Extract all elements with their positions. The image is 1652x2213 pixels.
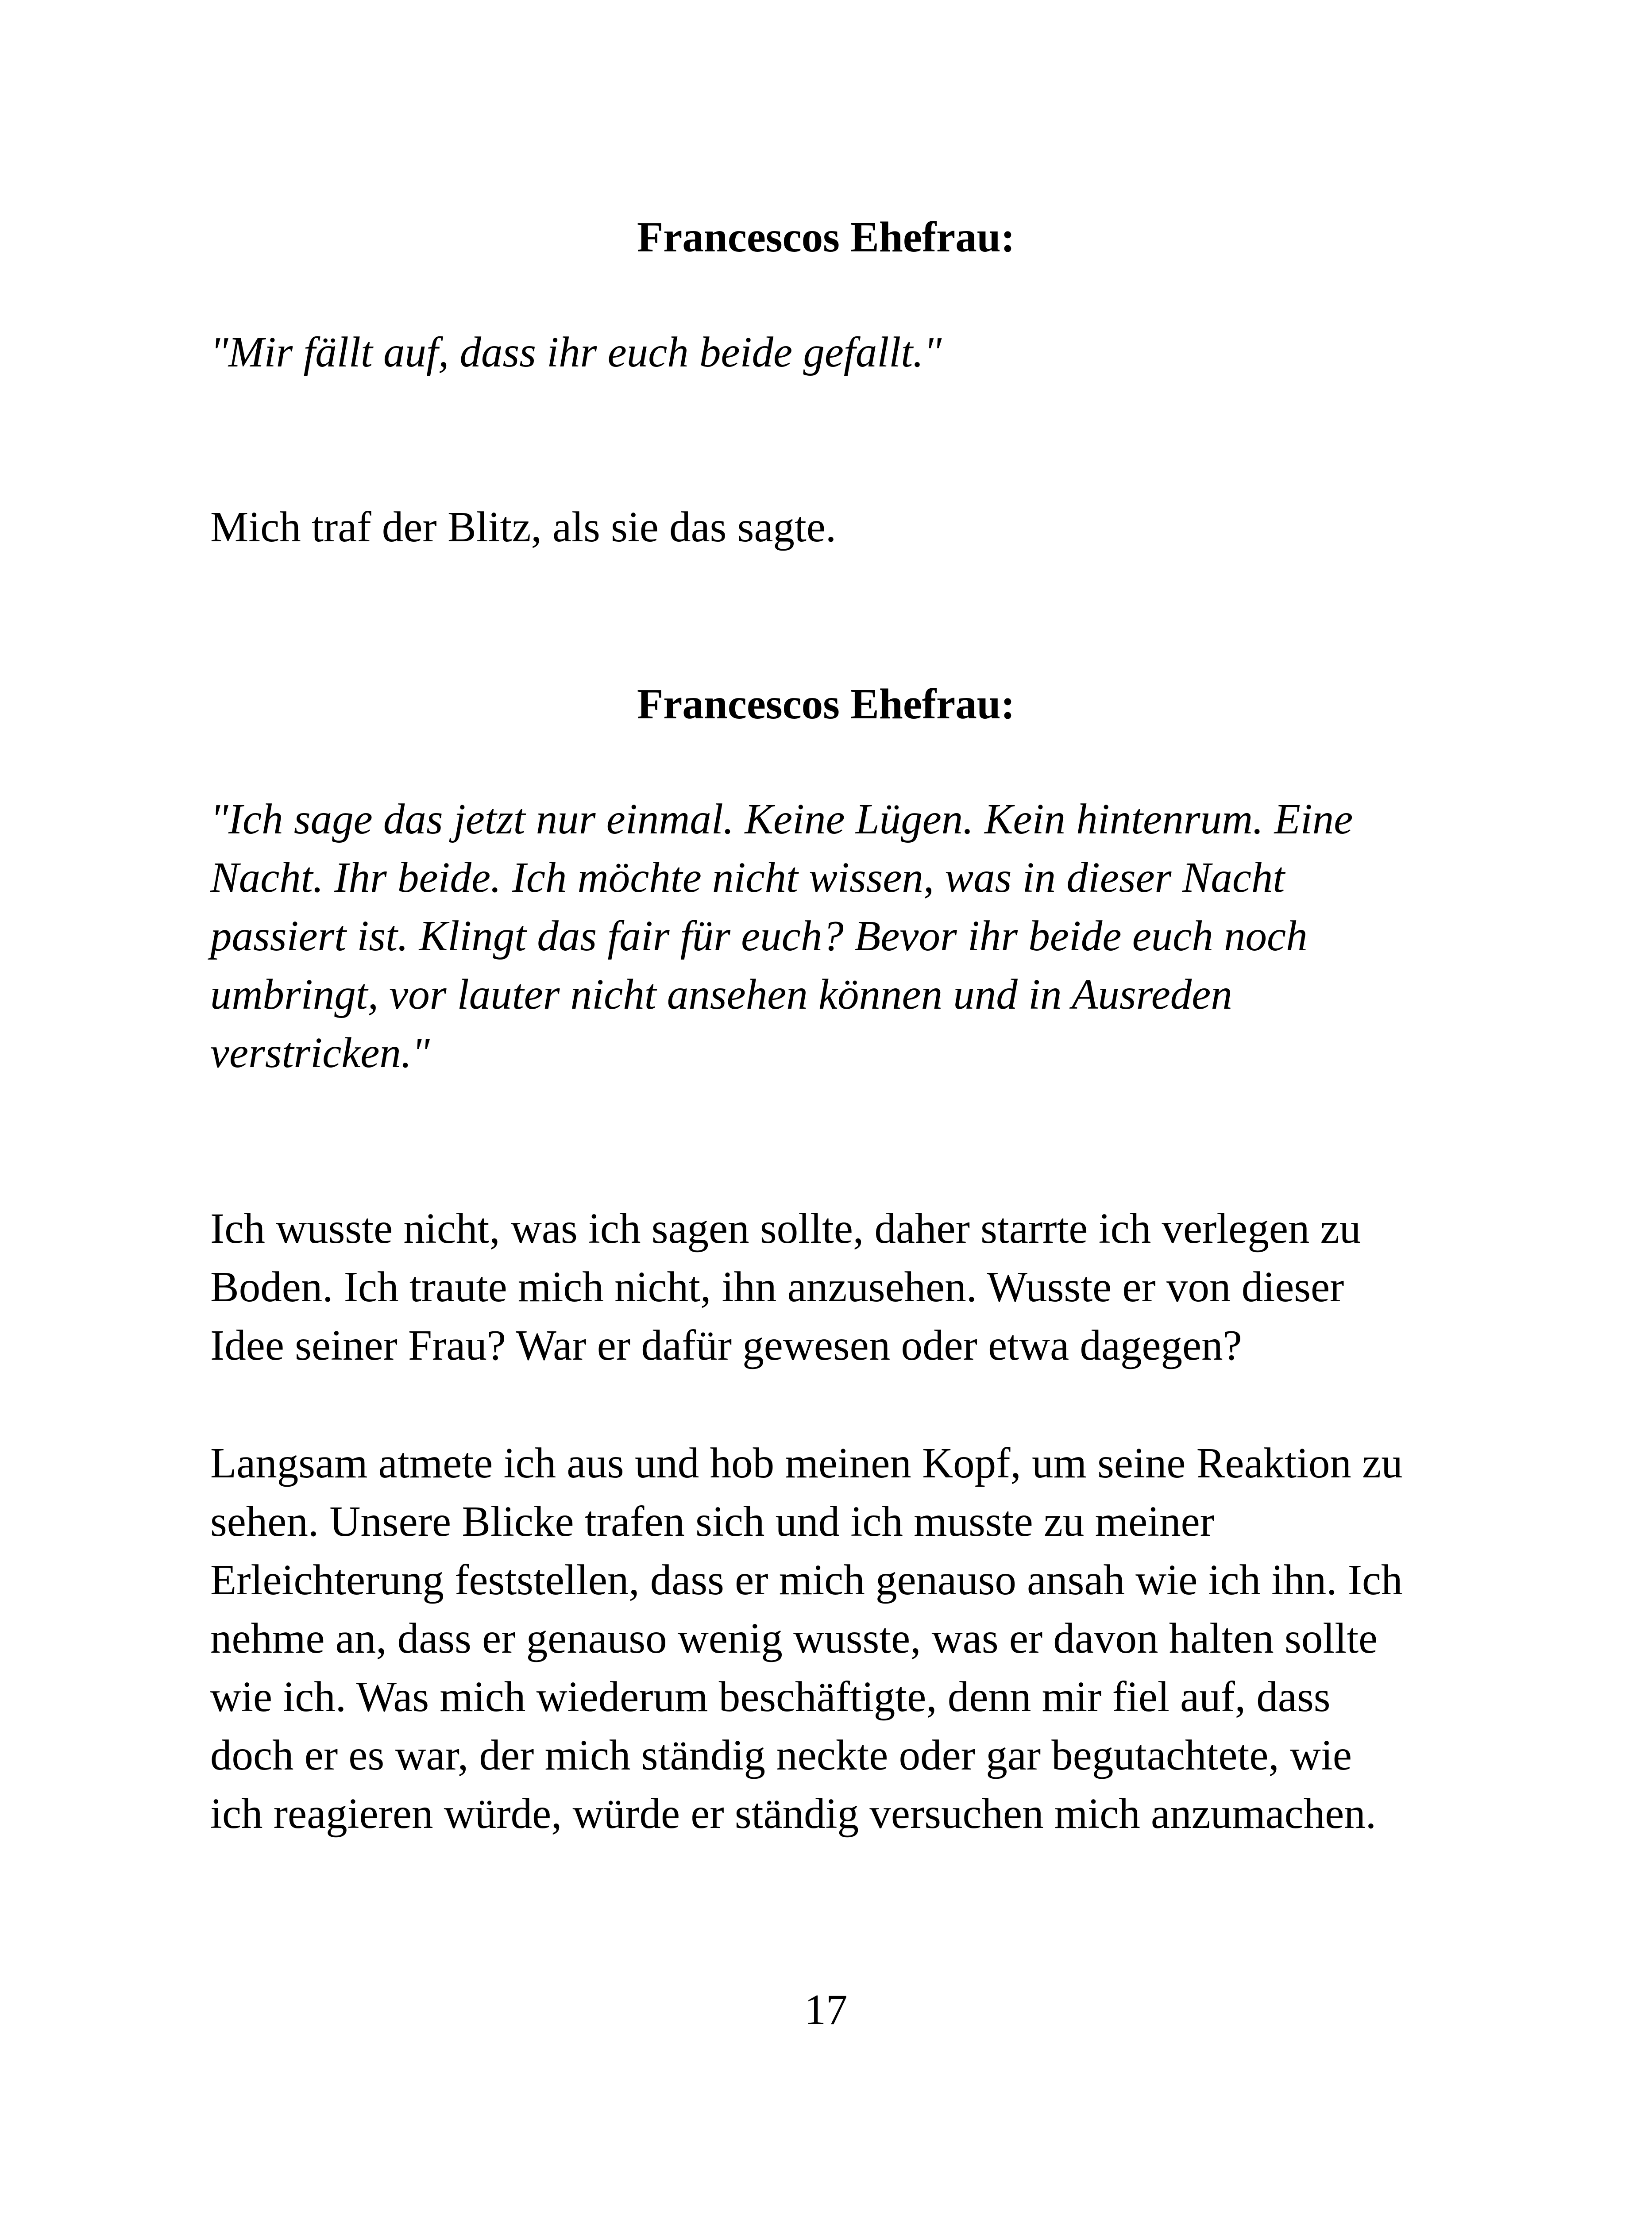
quote-2-line: Nacht. Ihr beide. Ich möchte nicht wissen, was in dieser Nacht [210, 854, 1285, 901]
narration-2-line: Ich wusste nicht, was ich sagen sollte, daher starrte ich verlegen zu [210, 1205, 1361, 1252]
speaker-heading-1: Francescos Ehefrau: [637, 213, 1015, 261]
narration-1 [210, 498, 1494, 556]
quote-2-line: umbringt, vor lauter nicht ansehen können und in Ausreden [210, 971, 1232, 1018]
quote-2 [210, 790, 1494, 1082]
narration-3-line: sehen. Unsere Blicke trafen sich und ich musste zu meiner [210, 1498, 1214, 1545]
narration-3-line: nehme an, dass er genauso wenig wusste, was er davon halten sollte [210, 1615, 1378, 1662]
quote-2-line: "Ich sage das jetzt nur einmal. Keine Lügen. Kein hintenrum. Eine [210, 795, 1353, 843]
narration-2-line: Idee seiner Frau? War er dafür gewesen oder etwa dagegen? [210, 1322, 1242, 1369]
quote-2-line: passiert ist. Klingt das fair für euch? Bevor ihr beide euch noch [210, 912, 1308, 960]
narration-3-line: Langsam atmete ich aus und hob meinen Kopf, um seine Reaktion zu [210, 1439, 1403, 1487]
narration-3 [210, 1434, 1494, 1843]
narration-3-line: doch er es war, der mich ständig neckte oder gar begutachtete, wie [210, 1731, 1352, 1779]
narration-2-line: Boden. Ich traute mich nicht, ihn anzusehen. Wusste er von dieser [210, 1263, 1344, 1311]
quote-2-line: verstricken." [210, 1029, 430, 1076]
narration-2 [210, 1199, 1494, 1375]
narration-3-line: wie ich. Was mich wiederum beschäftigte, denn mir fiel auf, dass [210, 1673, 1331, 1720]
quote-1 [210, 323, 1494, 382]
narration-3-line: Erleichterung feststellen, dass er mich genauso ansah wie ich ihn. Ich [210, 1556, 1403, 1604]
narration-3-line: ich reagieren würde, würde er ständig versuchen mich anzumachen. [210, 1790, 1377, 1837]
narration-1-line: Mich traf der Blitz, als sie das sagte. [210, 503, 837, 551]
page-number: 17 [804, 1986, 848, 2033]
quote-1-line: "Mir fällt auf, dass ihr euch beide gefallt." [210, 328, 942, 376]
speaker-heading-2: Francescos Ehefrau: [637, 680, 1015, 728]
